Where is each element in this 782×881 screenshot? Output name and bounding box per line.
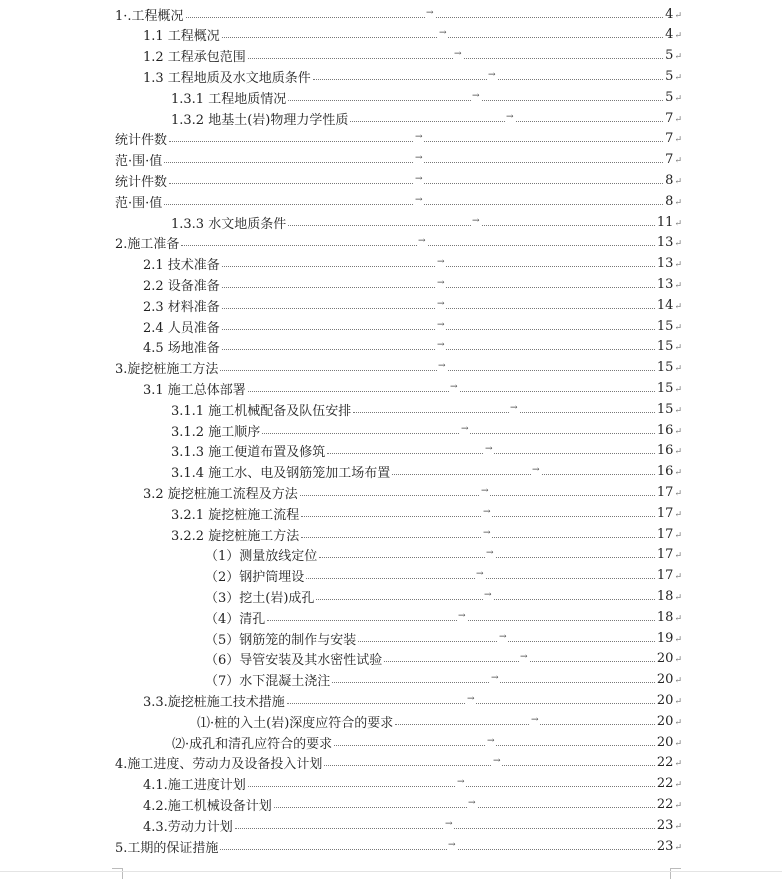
tab-mark-icon: → (458, 610, 466, 621)
toc-entry-label: 3.旋挖桩施工方法 (0, 358, 220, 377)
dot-leader (222, 298, 655, 309)
toc-entry-page (655, 485, 682, 500)
tab-mark-icon: → (415, 153, 423, 164)
toc-entry-page (655, 339, 682, 354)
tab-mark-icon: → (487, 735, 495, 746)
toc-entry-page (655, 755, 682, 770)
tab-mark-icon: → (418, 236, 426, 247)
paragraph-mark-icon: ↵ (674, 322, 682, 333)
page-number: 17 (656, 568, 674, 584)
toc-entry-page (663, 27, 682, 42)
toc-entry-page (655, 215, 682, 230)
paragraph-mark-icon: ↵ (674, 52, 682, 63)
paragraph-mark-icon: ↵ (674, 197, 682, 208)
toc-entry[interactable] (0, 503, 682, 523)
toc-entry[interactable] (0, 649, 682, 669)
toc-entry[interactable] (0, 586, 682, 606)
tab-mark-icon: → (450, 381, 458, 392)
dot-leader (235, 818, 655, 829)
tab-mark-icon: → (439, 28, 447, 39)
toc-entry-page (655, 589, 682, 604)
paragraph-mark-icon: ↵ (674, 530, 682, 541)
paragraph-mark-icon: ↵ (674, 239, 682, 250)
dot-leader (327, 444, 655, 455)
tab-mark-icon: → (472, 90, 480, 101)
toc-entry-label: 1·.工程概况 (0, 5, 186, 24)
page-number: 22 (656, 755, 674, 771)
tab-mark-icon: → (472, 215, 480, 226)
toc-entry-label: 2.1 技术准备 (0, 254, 222, 273)
toc-entry-label: 5.工期的保证措施 (0, 837, 220, 856)
toc-entry[interactable] (0, 233, 682, 253)
toc-entry-label: 统计件数 (0, 129, 169, 148)
dot-leader (222, 340, 655, 351)
tab-mark-icon: → (437, 298, 445, 309)
page-number: 13 (656, 256, 674, 272)
toc-entry-page (663, 7, 682, 22)
toc-entry-page (663, 69, 682, 84)
toc-entry-label: 2.3 材料准备 (0, 296, 222, 315)
dot-leader (222, 319, 655, 330)
toc-entry-label: 2.4 人员准备 (0, 317, 222, 336)
toc-entry[interactable] (0, 836, 682, 856)
page-number: 8 (665, 193, 674, 209)
toc-entry[interactable] (0, 441, 682, 461)
tab-mark-icon: → (437, 319, 445, 330)
paragraph-mark-icon: ↵ (674, 135, 682, 146)
tab-mark-icon: → (438, 361, 446, 372)
tab-mark-icon: → (485, 444, 493, 455)
page-number: 5 (665, 48, 674, 64)
dot-leader (169, 132, 663, 143)
paragraph-mark-icon: ↵ (674, 551, 682, 562)
toc-entry-label: 4.2.施工机械设备计划 (0, 795, 274, 814)
tab-mark-icon: → (488, 69, 496, 80)
tab-mark-icon: → (481, 485, 489, 496)
toc-entry[interactable] (0, 316, 682, 336)
toc-entry-page (663, 194, 682, 209)
toc-entry-label: 3.1.1 施工机械配备及队伍安排 (0, 400, 353, 419)
paragraph-mark-icon: ↵ (674, 260, 682, 271)
dot-leader (316, 589, 654, 600)
toc-entry[interactable] (0, 66, 682, 86)
paragraph-mark-icon: ↵ (674, 759, 682, 770)
toc-entry[interactable] (0, 150, 682, 170)
toc-entry-page (655, 402, 682, 417)
dot-leader (334, 735, 655, 746)
toc-entry-page (663, 111, 682, 126)
toc-entry[interactable] (0, 337, 682, 357)
toc-entry-page (655, 776, 682, 791)
toc-entry[interactable] (0, 295, 682, 315)
toc-entry[interactable] (0, 212, 682, 232)
dot-leader (248, 381, 655, 392)
toc-entry-label: ⑴·桩的入土(岩)深度应符合的要求 (0, 712, 395, 731)
tab-mark-icon: → (491, 673, 499, 684)
toc-entry[interactable] (0, 274, 682, 294)
tab-mark-icon: → (454, 49, 462, 60)
toc-entry[interactable] (0, 25, 682, 45)
tab-mark-icon: → (437, 340, 445, 351)
toc-entry-label: （5）钢筋笼的制作与安装 (0, 629, 358, 648)
toc-entry-page (655, 839, 682, 854)
dot-leader (350, 111, 663, 122)
dot-leader (353, 402, 655, 413)
page-number: 7 (665, 110, 674, 126)
tab-mark-icon: → (415, 194, 423, 205)
page-number: 16 (656, 422, 674, 438)
dot-leader (248, 49, 663, 60)
page-bottom-edge (0, 871, 782, 872)
dot-leader (181, 236, 655, 247)
toc-entry-page (655, 818, 682, 833)
page-number: 11 (656, 214, 674, 230)
toc-entry[interactable] (0, 462, 682, 482)
dot-leader (267, 610, 655, 621)
dot-leader (164, 153, 663, 164)
page-number: 14 (656, 297, 674, 313)
tab-mark-icon: → (499, 631, 507, 642)
toc-entry[interactable] (0, 46, 682, 66)
page-number: 15 (656, 339, 674, 355)
toc-entry-label: 3.2.2 旋挖桩施工方法 (0, 525, 301, 544)
tab-mark-icon: → (493, 756, 501, 767)
toc-entry-page (655, 443, 682, 458)
dot-leader (248, 777, 655, 788)
toc-entry[interactable] (0, 732, 682, 752)
page-corner-mark-right (670, 868, 681, 879)
tab-mark-icon: → (476, 569, 484, 580)
tab-mark-icon: → (437, 257, 445, 268)
dot-leader (324, 756, 655, 767)
toc-entry-label: 1.1 工程概况 (0, 25, 222, 44)
tab-mark-icon: → (468, 797, 476, 808)
dot-leader (164, 194, 663, 205)
tab-mark-icon: → (486, 548, 494, 559)
dot-leader (306, 569, 655, 580)
paragraph-mark-icon: ↵ (674, 343, 682, 354)
paragraph-mark-icon: ↵ (674, 468, 682, 479)
toc-entry-page (655, 693, 682, 708)
page-number: 20 (656, 734, 674, 750)
paragraph-mark-icon: ↵ (674, 572, 682, 583)
toc-entry-page (655, 714, 682, 729)
toc-entry-label: （3）挖土(岩)成孔 (0, 587, 316, 606)
toc-entry-page (663, 152, 682, 167)
toc-entry-page (655, 631, 682, 646)
toc-entry-page (655, 797, 682, 812)
dot-leader (301, 527, 655, 538)
toc-entry-page (655, 277, 682, 292)
toc-entry-page (655, 256, 682, 271)
page-number: 15 (656, 401, 674, 417)
toc-entry-page (655, 547, 682, 562)
page-number: 22 (656, 776, 674, 792)
page-number: 18 (656, 588, 674, 604)
toc-entry-page (655, 651, 682, 666)
toc-entry-label: 3.1.2 施工顺序 (0, 421, 262, 440)
page-number: 20 (656, 672, 674, 688)
toc-entry-label: 1.3.1 工程地质情况 (0, 88, 288, 107)
page-number: 20 (656, 692, 674, 708)
paragraph-mark-icon: ↵ (674, 72, 682, 83)
toc-entry-label: 1.3 工程地质及水文地质条件 (0, 67, 313, 86)
dot-leader (287, 693, 655, 704)
toc-entry-label: 统计件数 (0, 171, 169, 190)
page-number: 17 (656, 526, 674, 542)
page-number: 7 (665, 152, 674, 168)
toc-entry-label: 3.1.4 施工水、电及钢筋笼加工场布置 (0, 462, 392, 481)
tab-mark-icon: → (506, 111, 514, 122)
toc-entry-label: （2）钢护筒埋设 (0, 566, 306, 585)
toc-entry-label: 3.2.1 旋挖桩施工流程 (0, 504, 301, 523)
tab-mark-icon: → (483, 527, 491, 538)
tab-mark-icon: → (437, 277, 445, 288)
toc-entry-page (655, 381, 682, 396)
toc-entry[interactable] (0, 690, 682, 710)
toc-entry[interactable] (0, 399, 682, 419)
toc-entry[interactable] (0, 482, 682, 502)
paragraph-mark-icon: ↵ (674, 780, 682, 791)
page-number: 16 (656, 443, 674, 459)
page-number: 13 (656, 276, 674, 292)
tab-mark-icon: → (415, 173, 423, 184)
paragraph-mark-icon: ↵ (674, 842, 682, 853)
toc-entry-label: 3.1 施工总体部署 (0, 379, 248, 398)
paragraph-mark-icon: ↵ (674, 31, 682, 42)
page-number: 15 (656, 380, 674, 396)
toc-entry[interactable] (0, 815, 682, 835)
paragraph-mark-icon: ↵ (674, 634, 682, 645)
toc-entry-label: （7）水下混凝土浇注 (0, 670, 332, 689)
tab-mark-icon: → (531, 714, 539, 725)
dot-leader (222, 257, 655, 268)
toc-entry-page (655, 360, 682, 375)
toc-entry[interactable] (0, 545, 682, 565)
dot-leader (384, 652, 655, 663)
toc-entry-page (655, 568, 682, 583)
toc-entry-label: （1）测量放线定位 (0, 545, 319, 564)
dot-leader (332, 673, 655, 684)
dot-leader (288, 90, 663, 101)
toc-entry-page (655, 464, 682, 479)
dot-leader (395, 714, 655, 725)
page-number: 17 (656, 484, 674, 500)
paragraph-mark-icon: ↵ (674, 114, 682, 125)
tab-mark-icon: → (448, 839, 456, 850)
toc-entry-label: 1.3.2 地基土(岩)物理力学性质 (0, 109, 350, 128)
dot-leader (313, 69, 663, 80)
toc-entry-page (655, 235, 682, 250)
page-number: 15 (656, 360, 674, 376)
toc-entry[interactable] (0, 420, 682, 440)
dot-leader (186, 7, 664, 18)
dot-leader (262, 423, 655, 434)
paragraph-mark-icon: ↵ (674, 176, 682, 187)
tab-mark-icon: → (467, 693, 475, 704)
toc-entry-label: ⑵·成孔和清孔应符合的要求 (0, 733, 334, 752)
tab-mark-icon: → (483, 506, 491, 517)
page-number: 22 (656, 796, 674, 812)
page-number: 19 (656, 630, 674, 646)
dot-leader (222, 28, 663, 39)
page-number: 7 (665, 131, 674, 147)
toc-entry[interactable] (0, 774, 682, 794)
page-number: 15 (656, 318, 674, 334)
toc-entry[interactable] (0, 4, 682, 24)
paragraph-mark-icon: ↵ (674, 10, 682, 21)
page-number: 20 (656, 713, 674, 729)
tab-mark-icon: → (510, 402, 518, 413)
toc-entry-page (663, 131, 682, 146)
page-number: 13 (656, 235, 674, 251)
toc-entry-page (655, 735, 682, 750)
toc-entry-page (663, 173, 682, 188)
tab-mark-icon: → (484, 589, 492, 600)
paragraph-mark-icon: ↵ (674, 696, 682, 707)
toc-entry-label: 1.3.3 水文地质条件 (0, 213, 288, 232)
toc-entry[interactable] (0, 566, 682, 586)
paragraph-mark-icon: ↵ (674, 156, 682, 167)
dot-leader (358, 631, 655, 642)
paragraph-mark-icon: ↵ (674, 447, 682, 458)
page-number: 23 (656, 838, 674, 854)
dot-leader (301, 506, 655, 517)
paragraph-mark-icon: ↵ (674, 800, 682, 811)
toc-entry[interactable] (0, 670, 682, 690)
dot-leader (392, 465, 655, 476)
tab-mark-icon: → (426, 7, 434, 18)
dot-leader (220, 361, 655, 372)
paragraph-mark-icon: ↵ (674, 509, 682, 520)
page-number: 18 (656, 609, 674, 625)
paragraph-mark-icon: ↵ (674, 280, 682, 291)
paragraph-mark-icon: ↵ (674, 717, 682, 728)
toc-entry-label: 4.1.施工进度计划 (0, 774, 248, 793)
paragraph-mark-icon: ↵ (674, 738, 682, 749)
dot-leader (300, 485, 655, 496)
dot-leader (220, 839, 655, 850)
page-corner-mark-left (112, 868, 123, 879)
dot-leader (274, 797, 655, 808)
toc-entry[interactable] (0, 607, 682, 627)
paragraph-mark-icon: ↵ (674, 93, 682, 104)
paragraph-mark-icon: ↵ (674, 592, 682, 603)
toc-entry-label: 4.施工进度、劳动力及设备投入计划 (0, 753, 324, 772)
toc-entry-page (655, 672, 682, 687)
toc-entry-label: （6）导管安装及其水密性试验 (0, 649, 384, 668)
paragraph-mark-icon: ↵ (674, 613, 682, 624)
toc-entry-label: 2.2 设备准备 (0, 275, 222, 294)
page-number: 16 (656, 464, 674, 480)
toc-entry[interactable] (0, 711, 682, 731)
paragraph-mark-icon: ↵ (674, 488, 682, 499)
toc-entry[interactable] (0, 753, 682, 773)
toc-entry-label: 范·围·值 (0, 192, 164, 211)
dot-leader (288, 215, 655, 226)
paragraph-mark-icon: ↵ (674, 821, 682, 832)
paragraph-mark-icon: ↵ (674, 426, 682, 437)
dot-leader (169, 173, 663, 184)
toc-entry-label: 1.2 工程承包范围 (0, 46, 248, 65)
toc-entry[interactable] (0, 628, 682, 648)
toc-entry-label: 2.施工准备 (0, 233, 181, 252)
toc-entry-label: 4.5 场地准备 (0, 337, 222, 356)
paragraph-mark-icon: ↵ (674, 364, 682, 375)
toc-entry[interactable] (0, 378, 682, 398)
paragraph-mark-icon: ↵ (674, 676, 682, 687)
toc-entry[interactable] (0, 108, 682, 128)
page-number: 8 (665, 172, 674, 188)
toc-entry[interactable] (0, 358, 682, 378)
toc-entry-page (655, 423, 682, 438)
toc-entry[interactable] (0, 191, 682, 211)
dot-leader (319, 548, 655, 559)
paragraph-mark-icon: ↵ (674, 301, 682, 312)
page-number: 5 (665, 89, 674, 105)
paragraph-mark-icon: ↵ (674, 384, 682, 395)
toc-entry-page (663, 90, 682, 105)
tab-mark-icon: → (520, 652, 528, 663)
toc-entry-label: 4.3.劳动力计划 (0, 816, 235, 835)
page-number: 5 (665, 68, 674, 84)
toc-entry-page (655, 298, 682, 313)
paragraph-mark-icon: ↵ (674, 655, 682, 666)
toc-entry-page (655, 319, 682, 334)
toc-entry-label: （4）清孔 (0, 608, 267, 627)
dot-leader (222, 277, 655, 288)
toc-entry[interactable] (0, 794, 682, 814)
page-number: 17 (656, 505, 674, 521)
tab-mark-icon: → (445, 818, 453, 829)
toc-entry-label: 3.2 旋挖桩施工流程及方法 (0, 483, 300, 502)
toc-entry-label: 3.1.3 施工便道布置及修筑 (0, 441, 327, 460)
toc-entry[interactable] (0, 170, 682, 190)
tab-mark-icon: → (461, 423, 469, 434)
toc-entry-page (655, 506, 682, 521)
tab-mark-icon: → (532, 465, 540, 476)
toc-entry-page (655, 610, 682, 625)
toc-entry-page (663, 48, 682, 63)
tab-mark-icon: → (457, 777, 465, 788)
paragraph-mark-icon: ↵ (674, 218, 682, 229)
toc-entry[interactable] (0, 254, 682, 274)
page-number: 17 (656, 547, 674, 563)
toc-entry[interactable] (0, 524, 682, 544)
toc-entry-label: 3.3.旋挖桩施工技术措施 (0, 691, 287, 710)
paragraph-mark-icon: ↵ (674, 405, 682, 416)
page-number: 20 (656, 651, 674, 667)
page-number: 23 (656, 817, 674, 833)
tab-mark-icon: → (415, 132, 423, 143)
page-number: 4 (665, 27, 674, 43)
toc-entry-label: 范·围·值 (0, 150, 164, 169)
toc-entry-page (655, 527, 682, 542)
toc-entry[interactable] (0, 87, 682, 107)
page-number: 4 (665, 6, 674, 22)
toc-entry[interactable] (0, 129, 682, 149)
